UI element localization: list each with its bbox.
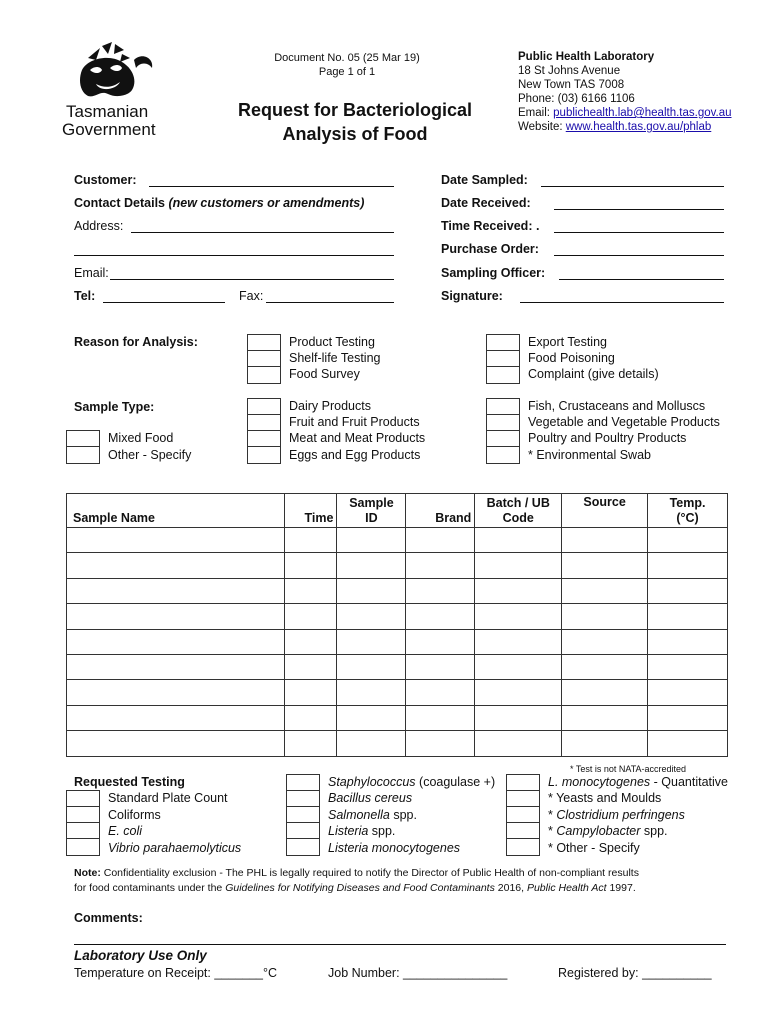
page-number: Page 1 of 1 (318, 66, 376, 78)
customer-field[interactable] (149, 186, 394, 187)
table-cell[interactable] (406, 553, 475, 578)
table-cell[interactable] (67, 528, 285, 553)
table-cell[interactable] (475, 578, 562, 603)
sample-type-label: Sample Type: (74, 400, 155, 414)
fax-field[interactable] (266, 302, 394, 303)
note-label: Note: (74, 867, 101, 879)
temperature-on-receipt: Temperature on Receipt: _______°C (74, 966, 278, 980)
table-cell[interactable] (475, 680, 562, 705)
table-cell[interactable] (284, 705, 337, 730)
time-received-field[interactable] (554, 232, 724, 233)
tel-field[interactable] (103, 302, 225, 303)
table-row (67, 654, 728, 679)
table-cell[interactable] (406, 578, 475, 603)
test-campylobacter-rest: spp. (640, 824, 668, 838)
table-cell[interactable] (67, 705, 285, 730)
table-row (67, 578, 728, 603)
header-source (562, 494, 648, 528)
purchase-order-label: Purchase Order: (441, 242, 539, 256)
signature-field[interactable] (520, 302, 724, 303)
table-cell[interactable] (67, 629, 285, 654)
test-staphylococcus-rest: (coagulase +) (415, 775, 496, 789)
requested-testing-label: Requested Testing (74, 775, 185, 789)
reason-checkbox-group-2 (486, 334, 520, 384)
checkbox-coliforms[interactable] (67, 807, 99, 823)
checkbox-listeria-mono[interactable] (287, 839, 319, 855)
reason-label: Reason for Analysis: (74, 335, 198, 349)
option-poultry: Poultry and Poultry Products (528, 431, 687, 445)
test-clostridium-it: Clostridium perfringens (556, 808, 685, 822)
table-row (67, 680, 728, 705)
testing-checkbox-group-2 (286, 774, 320, 856)
table-cell[interactable] (648, 705, 728, 730)
table-row (67, 528, 728, 553)
table-cell[interactable] (648, 528, 728, 553)
note-text2a: for food contaminants under the (74, 882, 226, 894)
table-cell[interactable] (337, 705, 406, 730)
table-cell[interactable] (475, 629, 562, 654)
header-sample-name (67, 494, 285, 528)
test-yeasts-moulds (548, 790, 661, 806)
signature-label: Signature: (441, 289, 503, 303)
lab-email-row (518, 106, 732, 120)
test-listeria-spp-it: Listeria (328, 824, 369, 838)
table-cell[interactable] (67, 680, 285, 705)
table-cell[interactable] (648, 731, 728, 756)
option-food-survey: Food Survey (289, 367, 360, 381)
table-cell[interactable] (406, 731, 475, 756)
email-field[interactable] (110, 279, 394, 280)
lab-address-line1: 18 St Johns Avenue (518, 65, 621, 77)
test-l-mono-quant-it: L. monocytogenes (548, 775, 651, 789)
table-cell[interactable] (284, 528, 337, 553)
sample-type-checkbox-group-2 (486, 398, 520, 464)
table-cell[interactable] (406, 680, 475, 705)
comments-field[interactable] (74, 944, 726, 945)
lab-email-link[interactable]: publichealth.lab@health.tas.gov.au (553, 107, 732, 119)
table-cell[interactable] (475, 705, 562, 730)
header-sample-id (337, 494, 406, 528)
option-export-testing: Export Testing (528, 335, 607, 349)
option-food-poisoning: Food Poisoning (528, 351, 615, 365)
test-campylobacter-pre: * (548, 824, 557, 838)
test-l-mono-quant-rest: - Quantitative (650, 775, 728, 789)
testing-checkbox-group-3 (506, 774, 540, 856)
test-listeria-spp (328, 823, 395, 839)
customer-label: Customer: (74, 173, 137, 187)
lab-email-label: Email: (518, 107, 550, 119)
lab-use-title: Laboratory Use Only (74, 948, 207, 963)
table-cell[interactable] (648, 578, 728, 603)
option-dairy: Dairy Products (289, 399, 371, 413)
table-cell[interactable] (648, 654, 728, 679)
lab-website-link[interactable]: www.health.tas.gov.au/phlab (565, 121, 712, 133)
contact-details-label (74, 196, 364, 210)
note-text2c: 2016, (494, 882, 527, 894)
table-cell[interactable] (475, 528, 562, 553)
header-time (284, 494, 337, 528)
table-cell[interactable] (475, 604, 562, 629)
table-cell[interactable] (475, 553, 562, 578)
table-cell[interactable] (284, 654, 337, 679)
option-vegetable: Vegetable and Vegetable Products (528, 415, 720, 429)
table-cell[interactable] (475, 654, 562, 679)
test-l-mono-quant (548, 774, 728, 790)
checkbox-dairy[interactable] (248, 399, 280, 415)
table-cell[interactable] (648, 680, 728, 705)
checkbox-standard-plate-count[interactable] (67, 791, 99, 807)
time-received-label: Time Received: . (441, 219, 540, 233)
table-row (67, 553, 728, 578)
checkbox-staphylococcus[interactable] (287, 775, 319, 791)
option-product-testing: Product Testing (289, 335, 375, 349)
checkbox-e-coli[interactable] (67, 823, 99, 839)
option-environmental-swab: * Environmental Swab (528, 448, 651, 462)
checkbox-complaint[interactable] (487, 367, 519, 383)
date-sampled-label: Date Sampled: (441, 173, 528, 187)
samples-table-body (67, 528, 728, 757)
email-label: Email: (74, 266, 109, 280)
test-salmonella-rest: spp. (389, 808, 417, 822)
table-cell[interactable] (67, 578, 285, 603)
table-cell[interactable] (648, 553, 728, 578)
header-batch-code (475, 494, 562, 528)
table-cell[interactable] (406, 528, 475, 553)
table-cell[interactable] (284, 680, 337, 705)
table-cell[interactable] (337, 604, 406, 629)
checkbox-fish[interactable] (487, 399, 519, 415)
header-time-text: Time (304, 511, 334, 525)
table-cell[interactable] (406, 604, 475, 629)
table-cell[interactable] (648, 629, 728, 654)
checkbox-other-test[interactable] (507, 839, 539, 855)
tel-label: Tel: (74, 289, 96, 303)
contact-details-note: (new customers or amendments) (168, 196, 365, 210)
sampling-officer-label: Sampling Officer: (441, 266, 546, 280)
test-vibrio: Vibrio parahaemolyticus (108, 841, 242, 855)
option-fruit: Fruit and Fruit Products (289, 415, 420, 429)
comments-label: Comments: (74, 911, 143, 925)
test-clostridium (548, 807, 685, 823)
checkbox-eggs[interactable] (248, 447, 280, 463)
header-temp-l1: Temp. (669, 496, 706, 510)
table-cell[interactable] (284, 578, 337, 603)
lab-address-line2: New Town TAS 7008 (518, 79, 625, 91)
table-cell[interactable] (284, 731, 337, 756)
table-cell[interactable] (337, 654, 406, 679)
reason-checkbox-group-1 (247, 334, 281, 384)
checkbox-product-testing[interactable] (248, 335, 280, 351)
checkbox-food-survey[interactable] (248, 367, 280, 383)
test-bacillus-it: Bacillus cereus (328, 791, 413, 805)
test-yeasts-moulds-text: * Yeasts and Moulds (548, 791, 662, 805)
test-coliforms: Coliforms (108, 808, 161, 822)
option-other-specify: Other - Specify (108, 448, 192, 462)
test-listeria-mono (328, 840, 460, 856)
contact-details-text: Contact Details (74, 196, 165, 210)
form-title-line1: Request for Bacteriological (237, 100, 473, 120)
checkbox-food-poisoning[interactable] (487, 351, 519, 367)
note-line1 (74, 866, 739, 881)
header-batch-code-l2: Code (502, 511, 534, 525)
table-cell[interactable] (562, 578, 648, 603)
table-cell[interactable] (406, 705, 475, 730)
note-line2 (74, 881, 739, 896)
table-row (67, 629, 728, 654)
table-cell[interactable] (67, 731, 285, 756)
lab-name: Public Health Laboratory (518, 51, 655, 63)
registered-by: Registered by: __________ (558, 966, 712, 980)
table-cell[interactable] (337, 528, 406, 553)
table-cell[interactable] (475, 731, 562, 756)
table-row (67, 705, 728, 730)
address-label: Address: (74, 219, 124, 233)
header-brand-text: Brand (435, 511, 472, 525)
doc-number: Document No. 05 (25 Mar 19) (274, 52, 420, 64)
test-staphylococcus-it: Staphylococcus (328, 775, 416, 789)
test-listeria-spp-rest: spp. (368, 824, 396, 838)
table-cell[interactable] (648, 604, 728, 629)
checkbox-meat[interactable] (248, 431, 280, 447)
form-title-line2: Analysis of Food (282, 124, 428, 144)
table-cell[interactable] (67, 654, 285, 679)
table-row (67, 604, 728, 629)
checkbox-listeria-spp[interactable] (287, 823, 319, 839)
table-cell[interactable] (562, 731, 648, 756)
header-temp (648, 494, 728, 528)
table-cell[interactable] (284, 629, 337, 654)
option-shelf-life-testing: Shelf-life Testing (289, 351, 381, 365)
table-cell[interactable] (284, 553, 337, 578)
table-cell[interactable] (562, 629, 648, 654)
checkbox-fruit[interactable] (248, 415, 280, 431)
table-cell[interactable] (406, 629, 475, 654)
sample-type-left-checkboxes (66, 430, 100, 464)
table-cell[interactable] (67, 553, 285, 578)
fax-label: Fax: (239, 289, 264, 303)
date-sampled-field[interactable] (541, 186, 724, 187)
table-cell[interactable] (337, 629, 406, 654)
test-bacillus (328, 790, 412, 806)
table-cell[interactable] (562, 528, 648, 553)
testing-checkbox-group-1 (66, 790, 100, 856)
header-batch-code-l1: Batch / UB (486, 496, 550, 510)
table-cell[interactable] (562, 705, 648, 730)
header-sample-name-text: Sample Name (73, 511, 155, 525)
table-cell[interactable] (284, 604, 337, 629)
checkbox-export-testing[interactable] (487, 335, 519, 351)
header-sample-id-l2: ID (365, 511, 378, 525)
test-standard-plate-count: Standard Plate Count (108, 791, 228, 805)
test-other-specify (548, 840, 640, 856)
test-campylobacter-it: Campylobacter (556, 824, 641, 838)
date-received-field[interactable] (554, 209, 724, 210)
logo (60, 40, 175, 140)
checkbox-bacillus[interactable] (287, 791, 319, 807)
table-cell[interactable] (562, 680, 648, 705)
checkbox-other-specify[interactable] (67, 447, 99, 463)
note-text1: Confidentiality exclusion - The PHL is legally required to notify the Director of Public Health of non-compliant results (100, 867, 639, 879)
checkbox-salmonella[interactable] (287, 807, 319, 823)
checkbox-environmental-swab[interactable] (487, 447, 519, 463)
table-row (67, 731, 728, 756)
logo-text-line2: Government (62, 120, 156, 139)
logo-text-line1: Tasmanian (66, 102, 149, 121)
checkbox-mixed-food[interactable] (67, 431, 99, 447)
test-campylobacter (548, 823, 668, 839)
checkbox-vegetable[interactable] (487, 415, 519, 431)
note-text2e: 1997. (606, 882, 636, 894)
table-cell[interactable] (337, 553, 406, 578)
address-field-line2[interactable] (74, 255, 394, 256)
header-sample-id-l1: Sample (349, 496, 394, 510)
option-eggs: Eggs and Egg Products (289, 448, 421, 462)
option-complaint: Complaint (give details) (528, 367, 659, 381)
table-cell[interactable] (337, 731, 406, 756)
test-staphylococcus (328, 774, 495, 790)
header-source-text: Source (583, 495, 626, 509)
test-salmonella-it: Salmonella (328, 808, 390, 822)
job-number: Job Number: _______________ (328, 966, 508, 980)
samples-table-header (67, 494, 728, 528)
table-cell[interactable] (562, 553, 648, 578)
confidentiality-note (74, 866, 739, 896)
lab-website-label: Website: (518, 121, 563, 133)
checkbox-campylobacter[interactable] (507, 823, 539, 839)
purchase-order-field[interactable] (554, 255, 724, 256)
option-meat: Meat and Meat Products (289, 431, 426, 445)
samples-table (66, 493, 728, 757)
table-cell[interactable] (67, 604, 285, 629)
checkbox-shelf-life-testing[interactable] (248, 351, 280, 367)
test-salmonella (328, 807, 417, 823)
checkbox-poultry[interactable] (487, 431, 519, 447)
checkbox-l-mono-quant[interactable] (507, 775, 539, 791)
lab-contact-block (518, 50, 732, 134)
option-fish: Fish, Crustaceans and Molluscs (528, 399, 706, 413)
note-act: Public Health Act (526, 882, 607, 894)
test-clostridium-pre: * (548, 808, 557, 822)
header-temp-l2: (°C) (676, 511, 699, 525)
address-field-line1[interactable] (131, 232, 394, 233)
table-cell[interactable] (337, 680, 406, 705)
checkbox-yeasts-moulds[interactable] (507, 791, 539, 807)
table-cell[interactable] (562, 604, 648, 629)
tasmanian-devil-logo-icon (60, 40, 175, 102)
sample-type-checkbox-group-1 (247, 398, 281, 464)
header-brand (406, 494, 475, 528)
table-cell[interactable] (562, 654, 648, 679)
test-other-specify-text: * Other - Specify (548, 841, 640, 855)
checkbox-vibrio[interactable] (67, 839, 99, 855)
nata-note: * Test is not NATA-accredited (570, 764, 687, 774)
lab-website-row (518, 120, 732, 134)
option-mixed-food: Mixed Food (108, 431, 174, 445)
lab-phone: Phone: (03) 6166 1106 (518, 93, 635, 105)
table-cell[interactable] (337, 578, 406, 603)
checkbox-clostridium[interactable] (507, 807, 539, 823)
note-guidelines: Guidelines for Notifying Diseases and Food Contaminants (225, 882, 495, 894)
test-e-coli: E. coli (108, 824, 143, 838)
sampling-officer-field[interactable] (559, 279, 724, 280)
date-received-label: Date Received: (441, 196, 531, 210)
table-cell[interactable] (406, 654, 475, 679)
test-listeria-mono-it: Listeria monocytogenes (328, 841, 461, 855)
